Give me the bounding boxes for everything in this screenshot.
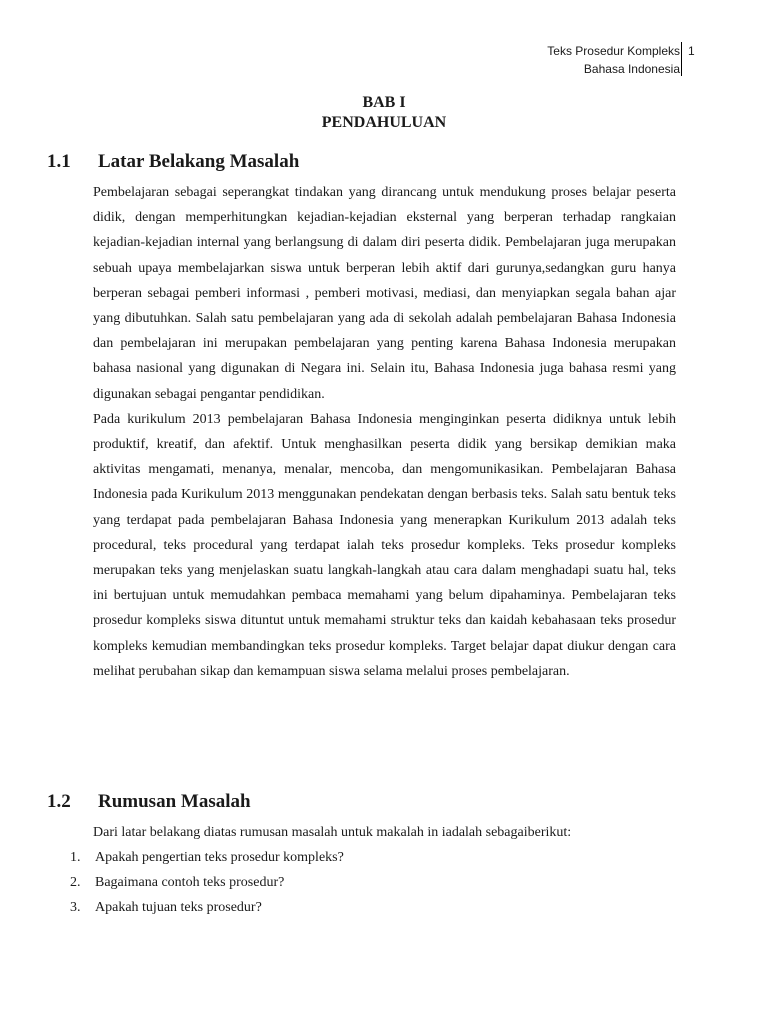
header-title: Teks Prosedur Kompleks [547, 44, 680, 58]
list-item [70, 895, 670, 920]
running-header [547, 42, 680, 78]
paragraph: Pembelajaran sebagai seperangkat tindakan yang dirancang untuk mendukung proses belajar peserta didik, dengan memperhitungkan kejadian-kejadian eksternal yang berperan terhadap rangkaian kejadian-kejadian internal yang berlangsung di dalam diri peserta didik. Pembelajaran juga merupakan sebuah upaya membelajarkan siswa untuk berperan lebih aktif dari gurunya,sedangkan guru hanya berperan sebagai pemberi informasi , pemberi motivasi, mediasi, dan menyiapkan segala bahan ajar yang dibutuhkan. Salah satu pembelajaran yang ada di sekolah adalah pembelajaran Bahasa Indonesia dan pembelajaran ini merupakan pembelajaran yang penting karena Bahasa Indonesia merupakan bahasa nasional yang digunakan di Negara ini. Selain itu, Bahasa Indonesia juga bahasa resmi yang digunakan sebagai pengantar pendidikan. [93, 185, 676, 402]
page-number: 1 [688, 44, 695, 58]
header-subtitle: Bahasa Indonesia [583, 62, 680, 76]
header-divider [681, 42, 682, 76]
section-1-1-body [93, 180, 676, 684]
problem-list [70, 845, 670, 920]
list-item-number: 3. [70, 900, 81, 915]
section-title: Rumusan Masalah [98, 791, 251, 812]
chapter-title: PENDAHULUAN [321, 114, 447, 131]
section-heading-1-2 [47, 790, 251, 814]
list-item-text: Apakah pengertian teks prosedur kompleks? [95, 850, 344, 865]
list-item-text: Bagaimana contoh teks prosedur? [95, 875, 285, 890]
section-title: Latar Belakang Masalah [98, 151, 300, 172]
chapter-heading [0, 93, 768, 133]
section-1-2-intro [93, 820, 676, 845]
section-number: 1.2 [47, 791, 71, 812]
section-number: 1.1 [47, 151, 71, 172]
list-item-number: 2. [70, 875, 81, 890]
chapter-label: BAB I [362, 94, 406, 111]
list-item [70, 870, 670, 895]
list-item-number: 1. [70, 850, 81, 865]
list-item-text: Apakah tujuan teks prosedur? [95, 900, 262, 915]
list-item [70, 845, 670, 870]
section-heading-1-1 [47, 150, 299, 174]
paragraph: Dari latar belakang diatas rumusan masalah untuk makalah in iadalah sebagaiberikut: [93, 825, 572, 840]
paragraph: Pada kurikulum 2013 pembelajaran Bahasa Indonesia menginginkan peserta didiknya untuk lebih produktif, kreatif, dan afektif. Untuk menghasilkan peserta didik yang bersikap demikian maka aktivitas mengamati, menanya, menalar, mencoba, dan mengomunikasikan. Pembelajaran Bahasa Indonesia pada Kurikulum 2013 menggunakan pendekatan dengan berbasis teks. Salah satu bentuk teks yang terdapat pada pembelajaran Bahasa Indonesia yang menerapkan Kurikulum 2013 adalah teks procedural, teks procedural yang terdapat ialah teks prosedur kompleks. Teks prosedur kompleks merupakan teks yang menjelaskan suatu langkah-langkah atau cara dalam menghadapi suatu hal, teks ini bertujuan untuk memudahkan pembaca memahami yang belum dipahaminya. Pembelajaran teks prosedur kompleks siswa dituntut untuk memahami struktur teks dan kaidah kebahasaan teks prosedur kompleks kemudian membandingkan teks prosedur kompleks. Target belajar dapat diukur dengan cara melihat perubahan sikap dan kemampuan siswa selama melalui proses pembelajaran. [93, 411, 676, 679]
